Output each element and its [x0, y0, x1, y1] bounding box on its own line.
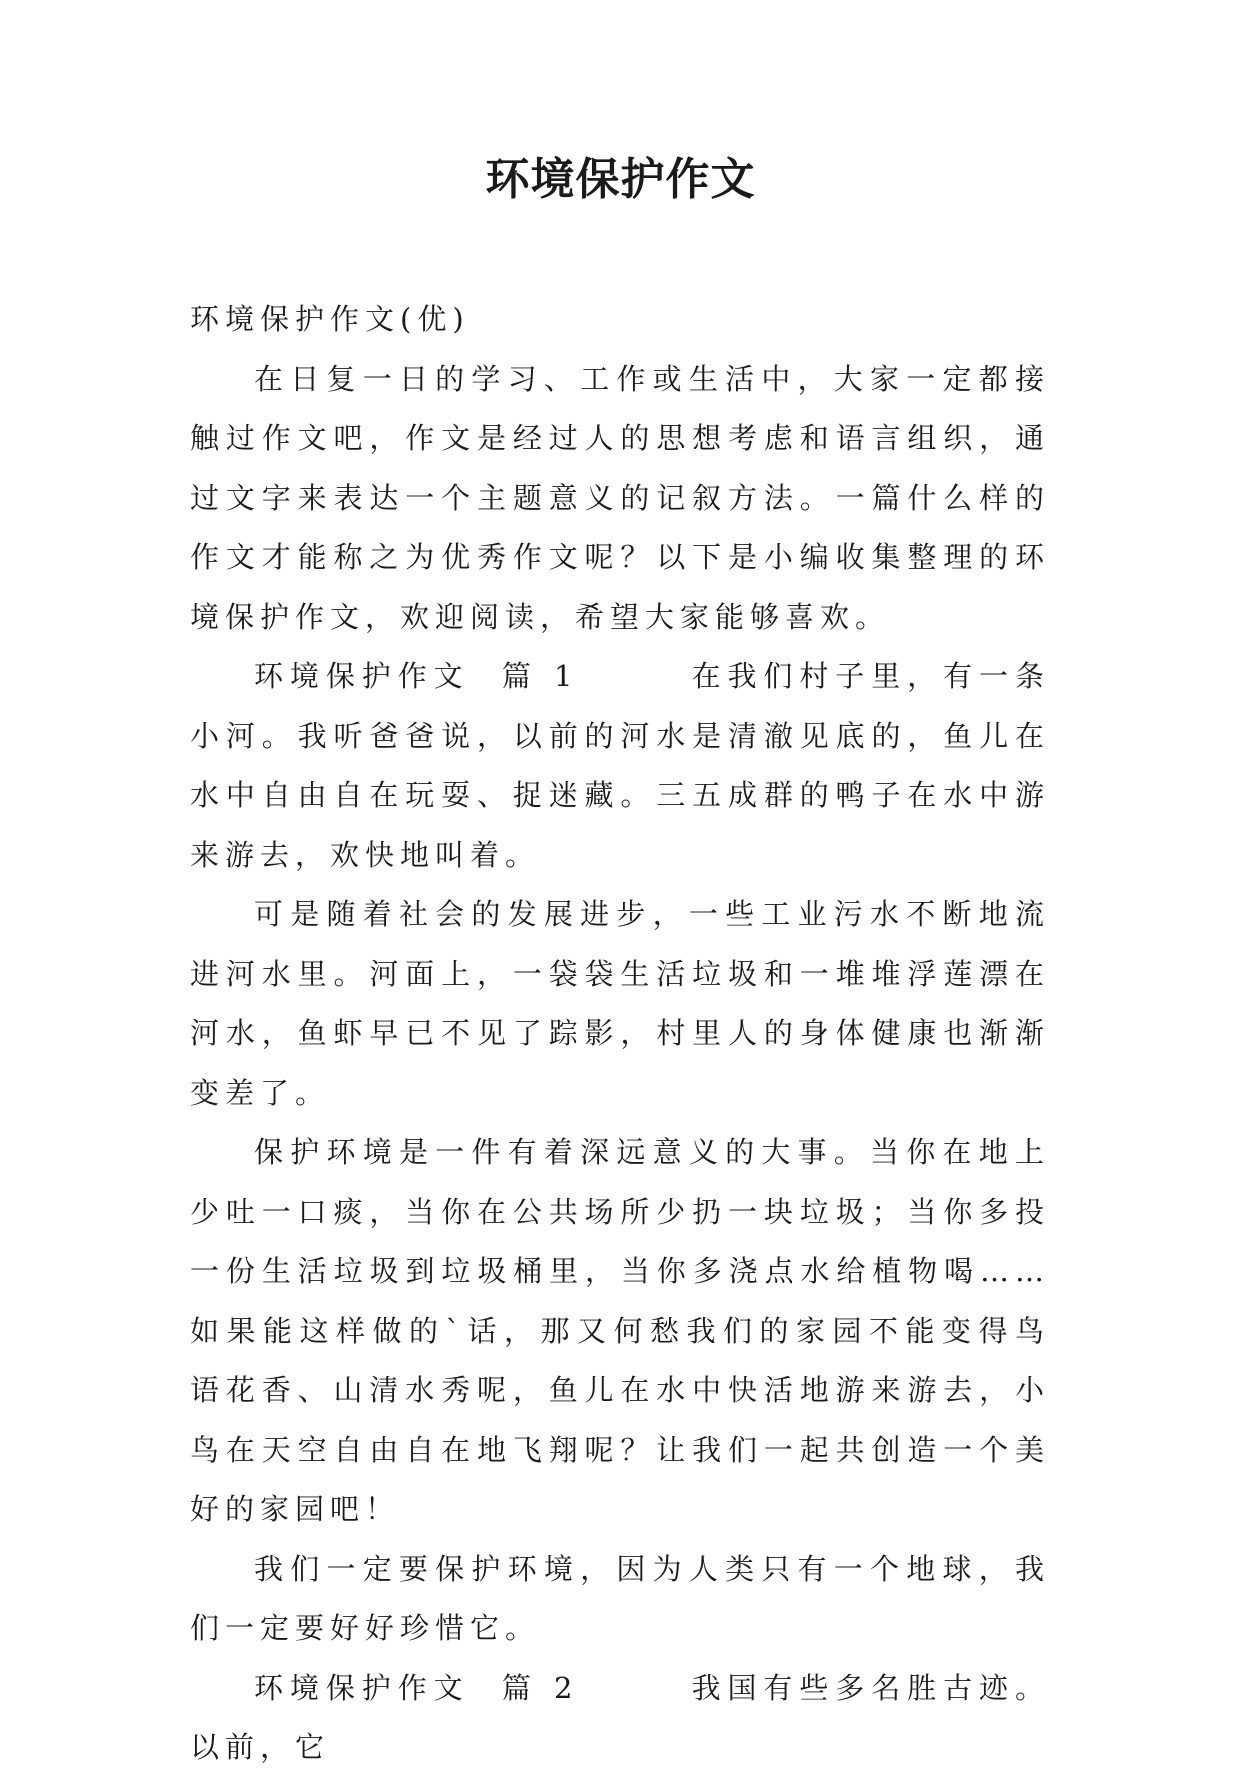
document-title: 环境保护作文 [485, 154, 756, 205]
chapter-1-text: 在我们村子里，有一条小河。我听爸爸说，以前的河水是清澈见底的，鱼儿在水中自由自在玩耍、捉迷藏。三五成群的鸭子在水中游来游去，欢快地叫着。 [190, 659, 1050, 872]
chapter-2-heading: 环境保护作文 篇 2 [254, 1670, 579, 1705]
document-body [190, 290, 1050, 1778]
intro-paragraph: 在日复一日的学习、工作或生活中，大家一定都接触过作文吧，作文是经过人的思想考虑和语言组织，通过文字来表达一个主题意义的记叙方法。一篇什么样的作文才能称之为优秀作文呢？以下是小编收集整理的环境保护作文，欢迎阅读，希望大家能够喜欢。 [190, 361, 1050, 634]
body-paragraph-3: 我们一定要保护环境，因为人类只有一个地球，我们一定要好好珍惜它。 [190, 1551, 1050, 1645]
chapter-gap [578, 1671, 691, 1705]
chapter-1-paragraph [190, 647, 1050, 885]
chapter-1-heading: 环境保护作文 篇 1 [254, 659, 579, 693]
document-subtitle: 环境保护作文(优) [190, 302, 470, 336]
chapter-gap [578, 659, 691, 693]
body-paragraph-1: 可是随着社会的发展进步，一些工业污水不断地流进河水里。河面上，一袋袋生活垃圾和一堆堆浮莲漂在河水，鱼虾早已不见了踪影，村里人的身体健康也渐渐变差了。 [190, 897, 1050, 1110]
chapter-2-text: 我国有些多名胜古迹。以前，它 [190, 1670, 1050, 1764]
body-paragraph-2: 保护环境是一件有着深远意义的大事。当你在地上少吐一口痰，当你在公共场所少扔一块垃圾；当你多投一份生活垃圾到垃圾桶里，当你多浇点水给植物喝……如果能这样做的`话，那又何愁我们的家园不能变得鸟语花香、山清水秀呢，鱼儿在水中快活地游来游去，小鸟在天空自由自在地飞翔呢？让我们一起共创造一个美好的家园吧！ [190, 1135, 1050, 1526]
chapter-2-paragraph [190, 1659, 1050, 1778]
